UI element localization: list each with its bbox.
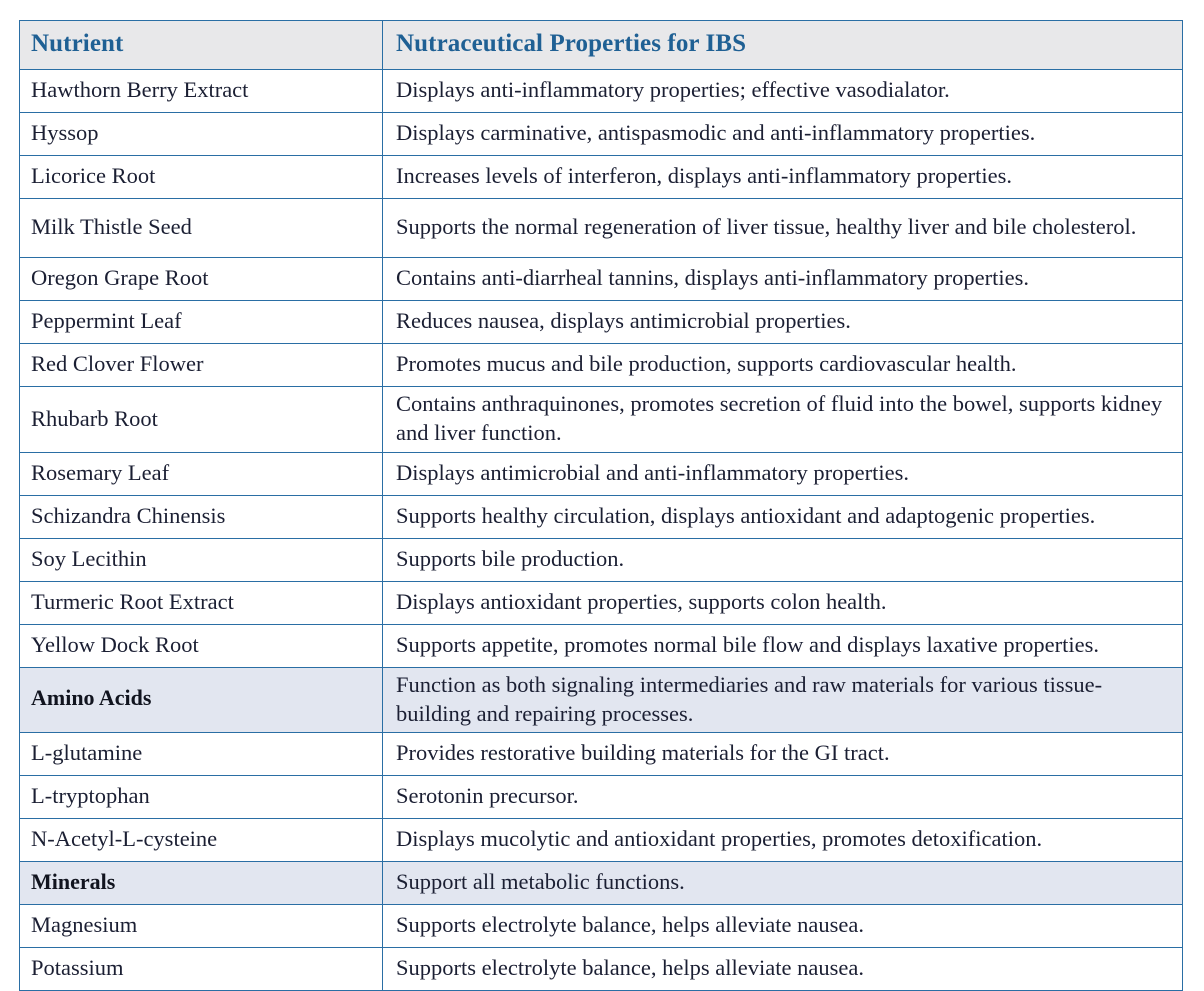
cell-properties: Supports healthy circulation, displays antioxidant and adaptogenic properties. [383, 495, 1183, 538]
cell-properties: Displays anti-inflammatory properties; effective vasodialator. [383, 70, 1183, 113]
table-header-row [20, 21, 1183, 70]
table-row [20, 581, 1183, 624]
cell-properties: Increases levels of interferon, displays anti-inflammatory properties. [383, 156, 1183, 199]
column-header-properties: Nutraceutical Properties for IBS [383, 21, 1183, 70]
cell-properties: Contains anti-diarrheal tannins, displays anti-inflammatory properties. [383, 258, 1183, 301]
cell-nutrient: Milk Thistle Seed [20, 199, 383, 258]
cell-properties: Serotonin precursor. [383, 776, 1183, 819]
cell-properties: Displays mucolytic and antioxidant properties, promotes detoxification. [383, 819, 1183, 862]
cell-nutrient: Oregon Grape Root [20, 258, 383, 301]
cell-properties: Displays antimicrobial and anti-inflammatory properties. [383, 452, 1183, 495]
table-row [20, 538, 1183, 581]
cell-properties: Supports the normal regeneration of liver tissue, healthy liver and bile cholesterol. [383, 199, 1183, 258]
cell-nutrient: Peppermint Leaf [20, 301, 383, 344]
cell-properties: Provides restorative building materials for the GI tract. [383, 733, 1183, 776]
cell-properties: Function as both signaling intermediaries and raw materials for various tissue-building and repairing processes. [383, 667, 1183, 733]
cell-properties: Contains anthraquinones, promotes secretion of fluid into the bowel, supports kidney and liver function. [383, 387, 1183, 453]
cell-nutrient: Turmeric Root Extract [20, 581, 383, 624]
table-row [20, 156, 1183, 199]
cell-nutrient: Potassium [20, 948, 383, 991]
table-section-row [20, 667, 1183, 733]
table-row [20, 495, 1183, 538]
table-row [20, 387, 1183, 453]
cell-nutrient: L-tryptophan [20, 776, 383, 819]
cell-nutrient: L-glutamine [20, 733, 383, 776]
cell-properties: Promotes mucus and bile production, supports cardiovascular health. [383, 344, 1183, 387]
table-row [20, 344, 1183, 387]
cell-properties: Displays antioxidant properties, supports colon health. [383, 581, 1183, 624]
table-row [20, 948, 1183, 991]
table-row [20, 905, 1183, 948]
cell-properties: Supports appetite, promotes normal bile flow and displays laxative properties. [383, 624, 1183, 667]
cell-nutrient: N-Acetyl-L-cysteine [20, 819, 383, 862]
cell-nutrient: Licorice Root [20, 156, 383, 199]
nutrient-properties-table [19, 20, 1183, 991]
table-row [20, 776, 1183, 819]
table-section-row [20, 862, 1183, 905]
cell-nutrient: Amino Acids [20, 667, 383, 733]
table-container [19, 20, 1182, 991]
table-row [20, 301, 1183, 344]
table-row [20, 70, 1183, 113]
table-row [20, 113, 1183, 156]
cell-properties: Supports electrolyte balance, helps alleviate nausea. [383, 948, 1183, 991]
cell-properties: Support all metabolic functions. [383, 862, 1183, 905]
table-header [20, 21, 1183, 70]
cell-nutrient: Magnesium [20, 905, 383, 948]
cell-nutrient: Rosemary Leaf [20, 452, 383, 495]
cell-properties: Reduces nausea, displays antimicrobial properties. [383, 301, 1183, 344]
cell-properties: Displays carminative, antispasmodic and anti-inflammatory properties. [383, 113, 1183, 156]
cell-nutrient: Schizandra Chinensis [20, 495, 383, 538]
cell-nutrient: Yellow Dock Root [20, 624, 383, 667]
cell-nutrient: Rhubarb Root [20, 387, 383, 453]
cell-nutrient: Soy Lecithin [20, 538, 383, 581]
table-row [20, 199, 1183, 258]
cell-nutrient: Hyssop [20, 113, 383, 156]
cell-nutrient: Hawthorn Berry Extract [20, 70, 383, 113]
table-row [20, 452, 1183, 495]
cell-properties: Supports electrolyte balance, helps alleviate nausea. [383, 905, 1183, 948]
table-row [20, 624, 1183, 667]
table-body [20, 70, 1183, 991]
cell-nutrient: Red Clover Flower [20, 344, 383, 387]
table-row [20, 733, 1183, 776]
cell-properties: Supports bile production. [383, 538, 1183, 581]
table-row [20, 819, 1183, 862]
table-row [20, 258, 1183, 301]
cell-nutrient: Minerals [20, 862, 383, 905]
column-header-nutrient: Nutrient [20, 21, 383, 70]
